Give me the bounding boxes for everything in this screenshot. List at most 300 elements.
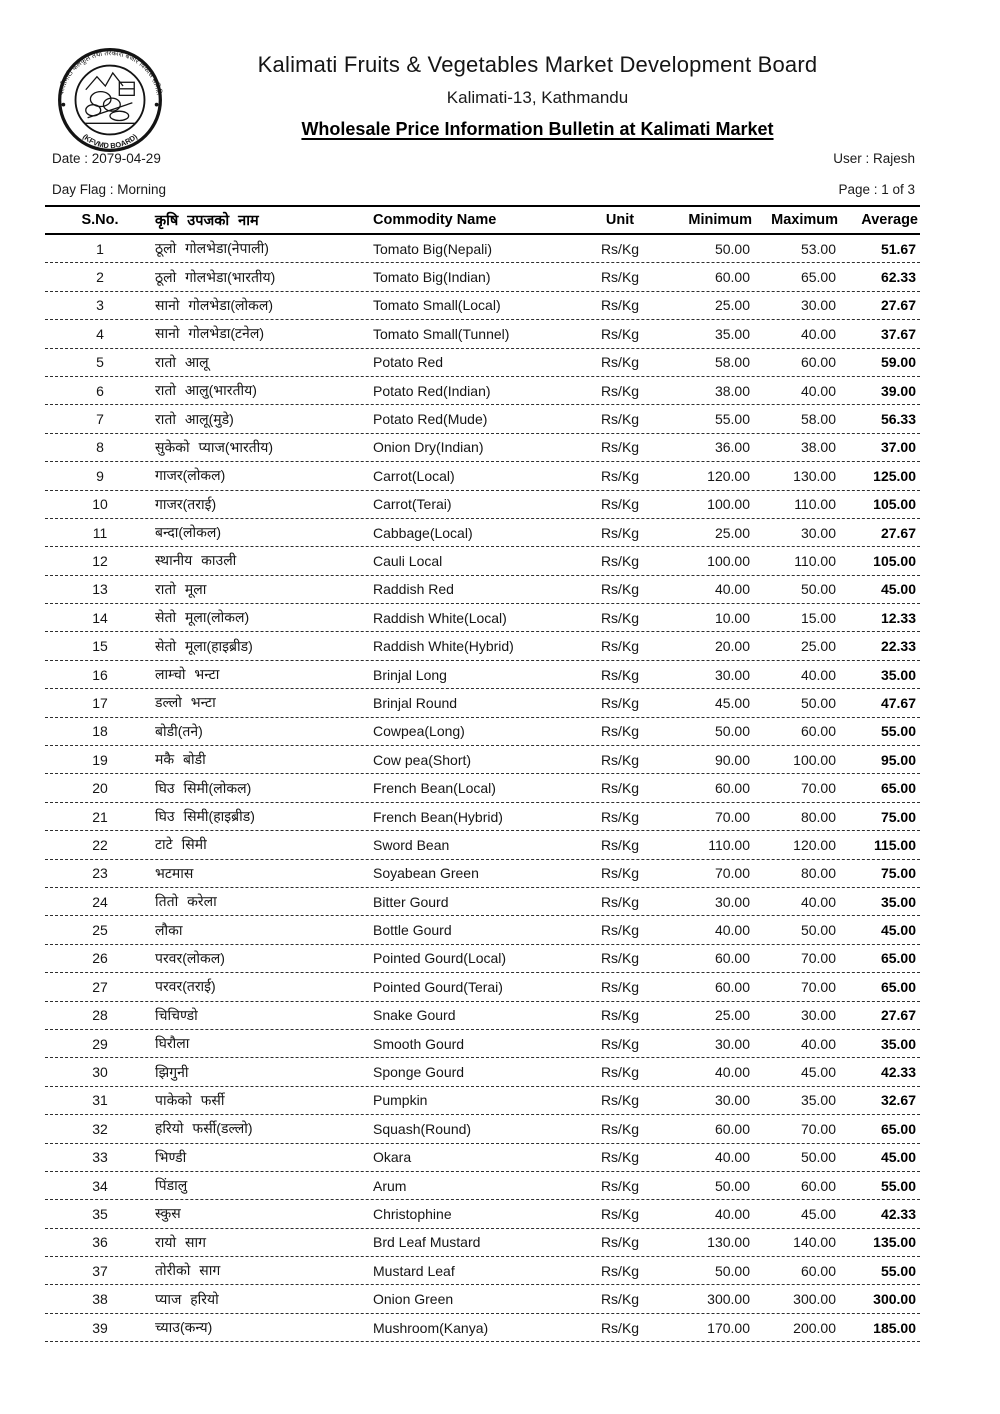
minimum-price-cell: 60.00	[714, 978, 750, 995]
average-price-cell: 105.00	[873, 552, 916, 569]
maximum-price-cell: 120.00	[793, 836, 836, 853]
average-price-cell: 35.00	[880, 893, 916, 910]
nepali-name-cell: रातो आलू(मुडे)	[155, 410, 234, 427]
maximum-price-cell: 30.00	[800, 1007, 836, 1024]
minimum-price-cell: 40.00	[714, 1205, 750, 1222]
minimum-price-cell: 70.00	[714, 865, 750, 882]
column-header-minimum: Minimum	[688, 212, 752, 228]
nepali-name-cell: गाजर(लोकल)	[155, 467, 226, 484]
sn-cell: 17	[92, 694, 108, 711]
table-row	[45, 916, 920, 944]
maximum-price-cell: 40.00	[800, 1035, 836, 1052]
nepali-name-cell: हरियो फर्सी(डल्लो)	[155, 1120, 253, 1137]
column-header-average: Average	[861, 212, 918, 228]
minimum-price-cell: 100.00	[707, 552, 750, 569]
average-price-cell: 65.00	[880, 978, 916, 995]
table-row	[45, 405, 920, 433]
bulletin-title: Wholesale Price Information Bulletin at Kalimati Market	[301, 119, 774, 139]
meta-row-1	[52, 151, 915, 166]
maximum-price-cell: 50.00	[800, 694, 836, 711]
average-price-cell: 27.67	[880, 297, 916, 314]
maximum-price-cell: 70.00	[800, 978, 836, 995]
maximum-price-cell: 38.00	[800, 439, 836, 456]
commodity-name-cell: Bottle Gourd	[373, 922, 452, 939]
table-row	[45, 1115, 920, 1143]
minimum-price-cell: 120.00	[707, 467, 750, 484]
average-price-cell: 125.00	[873, 467, 916, 484]
column-header-unit: Unit	[605, 212, 635, 228]
sn-cell: 25	[92, 922, 108, 939]
nepali-name-cell: टाटे सिमी	[155, 836, 207, 853]
commodity-name-cell: Potato Red(Mude)	[373, 411, 488, 428]
commodity-name-cell: Bitter Gourd	[373, 893, 449, 910]
column-header-sn: S.No.	[81, 212, 119, 228]
sn-cell: 12	[92, 552, 108, 569]
unit-cell: Rs/Kg	[600, 865, 640, 882]
nepali-name-cell: तोरीको साग	[155, 1262, 221, 1279]
sn-cell: 6	[96, 382, 104, 399]
maximum-price-cell: 65.00	[800, 269, 836, 286]
sn-cell: 2	[96, 269, 104, 286]
nepali-name-cell: घिउ सिमी(हाइब्रीड)	[155, 808, 255, 824]
minimum-price-cell: 50.00	[714, 723, 750, 740]
sn-cell: 28	[92, 1007, 108, 1024]
maximum-price-cell: 110.00	[794, 552, 836, 569]
commodity-name-cell: Cow pea(Short)	[373, 751, 472, 768]
minimum-price-cell: 70.00	[714, 808, 750, 825]
commodity-name-cell: Raddish White(Hybrid)	[373, 638, 514, 655]
minimum-price-cell: 100.00	[707, 496, 750, 513]
unit-cell: Rs/Kg	[600, 1262, 640, 1279]
average-price-cell: 62.33	[880, 269, 916, 286]
maximum-price-cell: 50.00	[800, 581, 836, 598]
commodity-name-cell: Squash(Round)	[373, 1120, 472, 1137]
average-price-cell: 42.33	[880, 1205, 916, 1222]
maximum-price-cell: 60.00	[800, 1177, 836, 1194]
table-row	[45, 689, 920, 717]
nepali-name-cell: रातो आलु(भारतीय)	[155, 382, 257, 399]
commodity-name-cell: Tomato Small(Tunnel)	[373, 325, 510, 342]
table-header-row	[45, 205, 920, 235]
maximum-price-cell: 70.00	[800, 780, 836, 797]
table-row	[45, 519, 920, 547]
nepali-name-cell: बोडी(तने)	[155, 722, 203, 739]
table-row	[45, 491, 920, 519]
sn-cell: 31	[92, 1092, 108, 1109]
svg-text:कालीमाटी फलफूल तथा तरकारी बजार: कालीमाटी फलफूल तथा तरकारी बजार विकास समिति	[58, 50, 162, 96]
unit-cell: Rs/Kg	[600, 439, 640, 456]
unit-cell: Rs/Kg	[600, 609, 640, 626]
minimum-price-cell: 60.00	[714, 950, 750, 967]
table-row	[45, 547, 920, 575]
column-header-maximum: Maximum	[771, 212, 838, 228]
maximum-price-cell: 80.00	[800, 865, 836, 882]
average-price-cell: 59.00	[880, 354, 916, 371]
table-row	[45, 831, 920, 859]
sn-cell: 16	[92, 666, 108, 683]
sn-cell: 29	[92, 1035, 108, 1052]
minimum-price-cell: 40.00	[714, 922, 750, 939]
unit-cell: Rs/Kg	[600, 978, 640, 995]
table-row	[45, 292, 920, 320]
sn-cell: 33	[92, 1149, 108, 1166]
table-row	[45, 1314, 920, 1342]
maximum-price-cell: 110.00	[794, 496, 836, 513]
nepali-name-cell: ठूलो गोलभेडा(भारतीय)	[155, 268, 276, 285]
commodity-name-cell: Christophine	[373, 1205, 452, 1222]
sn-cell: 10	[92, 496, 108, 513]
sn-cell: 7	[96, 411, 104, 428]
unit-cell: Rs/Kg	[600, 1064, 640, 1081]
average-price-cell: 135.00	[873, 1234, 916, 1251]
nepali-name-cell: पाकेको फर्सी	[155, 1091, 225, 1108]
unit-cell: Rs/Kg	[600, 581, 640, 598]
commodity-name-cell: Brinjal Long	[373, 666, 447, 683]
nepali-name-cell: भिण्डी	[155, 1148, 187, 1165]
nepali-name-cell: परवर(लोकल)	[155, 949, 225, 966]
table-row	[45, 1144, 920, 1172]
table-row	[45, 320, 920, 348]
average-price-cell: 55.00	[880, 1262, 916, 1279]
sn-cell: 13	[92, 581, 108, 598]
unit-cell: Rs/Kg	[600, 1291, 640, 1308]
nepali-name-cell: घिउ सिमी(लोकल)	[155, 779, 252, 796]
maximum-price-cell: 40.00	[800, 666, 836, 683]
nepali-name-cell: सुकेको प्याज(भारतीय)	[155, 438, 274, 455]
nepali-name-cell: सेतो मूला(हाइब्रीड)	[155, 637, 253, 654]
nepali-name-cell: झिगुनी	[155, 1063, 189, 1080]
nepali-name-cell: मकै बोडी	[155, 751, 206, 768]
maximum-price-cell: 50.00	[800, 1149, 836, 1166]
table-row	[45, 1229, 920, 1257]
user-text: User : Rajesh	[833, 151, 915, 166]
maximum-price-cell: 15.00	[800, 609, 836, 626]
nepali-name-cell: परवर(तराई)	[155, 978, 216, 995]
unit-cell: Rs/Kg	[600, 240, 640, 257]
table-row	[45, 1087, 920, 1115]
minimum-price-cell: 40.00	[714, 581, 750, 598]
unit-cell: Rs/Kg	[600, 751, 640, 768]
commodity-name-cell: Sword Bean	[373, 836, 450, 853]
column-header-commodity: Commodity Name	[373, 212, 497, 228]
commodity-name-cell: Smooth Gourd	[373, 1035, 465, 1052]
maximum-price-cell: 35.00	[800, 1092, 836, 1109]
unit-cell: Rs/Kg	[600, 1149, 640, 1166]
minimum-price-cell: 38.00	[714, 382, 750, 399]
sn-cell: 37	[92, 1262, 108, 1279]
maximum-price-cell: 30.00	[800, 524, 836, 541]
minimum-price-cell: 30.00	[714, 1092, 750, 1109]
sn-cell: 23	[92, 865, 108, 882]
minimum-price-cell: 50.00	[714, 1177, 750, 1194]
minimum-price-cell: 25.00	[714, 297, 750, 314]
maximum-price-cell: 140.00	[793, 1234, 836, 1251]
nepali-name-cell: रायो साग	[155, 1233, 206, 1250]
unit-cell: Rs/Kg	[600, 1092, 640, 1109]
nepali-name-cell: डल्लो भन्टा	[155, 694, 216, 711]
nepali-name-cell: भटमास	[155, 864, 194, 881]
table-row	[45, 349, 920, 377]
table-row	[45, 1002, 920, 1030]
table-row	[45, 774, 920, 802]
average-price-cell: 37.67	[880, 325, 916, 342]
average-price-cell: 12.33	[880, 609, 916, 626]
average-price-cell: 65.00	[880, 1120, 916, 1137]
maximum-price-cell: 130.00	[793, 467, 836, 484]
minimum-price-cell: 110.00	[708, 836, 750, 853]
unit-cell: Rs/Kg	[600, 780, 640, 797]
maximum-price-cell: 60.00	[800, 1262, 836, 1279]
minimum-price-cell: 170.00	[707, 1319, 750, 1336]
average-price-cell: 42.33	[880, 1064, 916, 1081]
sn-cell: 9	[96, 467, 104, 484]
sn-cell: 34	[92, 1177, 108, 1194]
commodity-name-cell: French Bean(Local)	[373, 780, 496, 797]
commodity-name-cell: Raddish White(Local)	[373, 609, 507, 626]
commodity-name-cell: Cauli Local	[373, 552, 443, 569]
nepali-name-cell: स्कुस	[155, 1205, 181, 1222]
unit-cell: Rs/Kg	[600, 922, 640, 939]
nepali-name-cell: रातो मूला	[155, 580, 207, 597]
table-row	[45, 1030, 920, 1058]
minimum-price-cell: 50.00	[714, 1262, 750, 1279]
unit-cell: Rs/Kg	[600, 836, 640, 853]
minimum-price-cell: 36.00	[714, 439, 750, 456]
sn-cell: 35	[92, 1205, 108, 1222]
unit-cell: Rs/Kg	[600, 552, 640, 569]
average-price-cell: 37.00	[880, 439, 916, 456]
average-price-cell: 35.00	[880, 666, 916, 683]
maximum-price-cell: 25.00	[800, 638, 836, 655]
unit-cell: Rs/Kg	[600, 1035, 640, 1052]
table-row	[45, 434, 920, 462]
nepali-name-cell: सेतो मूला(लोकल)	[155, 609, 250, 626]
organization-address: Kalimati-13, Kathmandu	[446, 88, 629, 107]
sn-cell: 36	[92, 1234, 108, 1251]
commodity-name-cell: Arum	[373, 1177, 407, 1194]
table-row	[45, 1172, 920, 1200]
commodity-name-cell: Soyabean Green	[373, 865, 479, 882]
minimum-price-cell: 45.00	[714, 694, 750, 711]
minimum-price-cell: 90.00	[714, 751, 750, 768]
unit-cell: Rs/Kg	[600, 496, 640, 513]
sn-cell: 39	[92, 1319, 108, 1336]
average-price-cell: 45.00	[880, 581, 916, 598]
nepali-name-cell: च्याउ(कन्य)	[155, 1319, 213, 1336]
average-price-cell: 56.33	[880, 411, 916, 428]
maximum-price-cell: 53.00	[800, 240, 836, 257]
page-number-text: Page : 1 of 3	[838, 182, 915, 197]
minimum-price-cell: 300.00	[707, 1291, 750, 1308]
average-price-cell: 115.00	[873, 836, 916, 853]
average-price-cell: 65.00	[880, 780, 916, 797]
nepali-name-cell: घिरौला	[155, 1035, 190, 1052]
commodity-name-cell: Raddish Red	[373, 581, 454, 598]
sn-cell: 15	[92, 638, 108, 655]
table-row	[45, 973, 920, 1001]
table-row	[45, 462, 920, 490]
maximum-price-cell: 70.00	[800, 950, 836, 967]
minimum-price-cell: 25.00	[714, 524, 750, 541]
maximum-price-cell: 30.00	[800, 297, 836, 314]
commodity-name-cell: Mustard Leaf	[373, 1262, 455, 1279]
commodity-name-cell: Cabbage(Local)	[373, 524, 473, 541]
nepali-name-cell: तितो करेला	[155, 893, 217, 910]
sn-cell: 24	[92, 893, 108, 910]
table-row	[45, 718, 920, 746]
sn-cell: 38	[92, 1291, 108, 1308]
minimum-price-cell: 35.00	[714, 325, 750, 342]
minimum-price-cell: 55.00	[714, 411, 750, 428]
average-price-cell: 95.00	[880, 751, 916, 768]
maximum-price-cell: 45.00	[800, 1064, 836, 1081]
minimum-price-cell: 20.00	[714, 638, 750, 655]
average-price-cell: 27.67	[880, 524, 916, 541]
table-row	[45, 263, 920, 291]
average-price-cell: 75.00	[880, 808, 916, 825]
commodity-name-cell: Cowpea(Long)	[373, 723, 465, 740]
sn-cell: 1	[96, 240, 104, 257]
commodity-name-cell: Snake Gourd	[373, 1007, 456, 1024]
organization-name: Kalimati Fruits & Vegetables Market Development Board	[257, 52, 818, 77]
commodity-name-cell: Tomato Big(Indian)	[373, 269, 491, 286]
maximum-price-cell: 60.00	[800, 354, 836, 371]
minimum-price-cell: 58.00	[714, 354, 750, 371]
maximum-price-cell: 40.00	[800, 382, 836, 399]
table-row	[45, 803, 920, 831]
table-row	[45, 632, 920, 660]
maximum-price-cell: 40.00	[800, 893, 836, 910]
sn-cell: 11	[92, 524, 108, 541]
commodity-name-cell: Tomato Small(Local)	[373, 297, 501, 314]
table-row	[45, 661, 920, 689]
maximum-price-cell: 60.00	[800, 723, 836, 740]
commodity-name-cell: Pumpkin	[373, 1092, 428, 1109]
day-flag-text: Day Flag : Morning	[52, 182, 167, 197]
maximum-price-cell: 58.00	[800, 411, 836, 428]
average-price-cell: 185.00	[873, 1319, 916, 1336]
sn-cell: 27	[92, 978, 108, 995]
table-row	[45, 746, 920, 774]
commodity-name-cell: Carrot(Local)	[373, 467, 455, 484]
commodity-name-cell: French Bean(Hybrid)	[373, 808, 503, 825]
unit-cell: Rs/Kg	[600, 1319, 640, 1336]
price-table	[45, 205, 920, 1342]
unit-cell: Rs/Kg	[600, 382, 640, 399]
nepali-name-cell: लाम्चो भन्टा	[155, 666, 220, 683]
sn-cell: 5	[96, 354, 104, 371]
sn-cell: 8	[96, 439, 104, 456]
maximum-price-cell: 300.00	[793, 1291, 836, 1308]
minimum-price-cell: 30.00	[714, 666, 750, 683]
minimum-price-cell: 40.00	[714, 1064, 750, 1081]
svg-text:(KFVMD BOARD): (KFVMD BOARD)	[80, 132, 140, 151]
average-price-cell: 75.00	[880, 865, 916, 882]
table-row	[45, 604, 920, 632]
unit-cell: Rs/Kg	[600, 297, 640, 314]
table-row	[45, 1058, 920, 1086]
commodity-name-cell: Onion Green	[373, 1291, 454, 1308]
table-body	[45, 235, 920, 1342]
nepali-name-cell: चिचिण्डो	[155, 1006, 198, 1023]
table-row	[45, 576, 920, 604]
nepali-name-cell: लौका	[155, 921, 183, 938]
unit-cell: Rs/Kg	[600, 893, 640, 910]
minimum-price-cell: 30.00	[714, 1035, 750, 1052]
nepali-name-cell: पिंडालु	[155, 1177, 188, 1194]
minimum-price-cell: 50.00	[714, 240, 750, 257]
average-price-cell: 39.00	[880, 382, 916, 399]
sn-cell: 21	[92, 808, 108, 825]
nepali-name-cell: सानो गोलभेडा(टनेल)	[155, 325, 264, 342]
average-price-cell: 45.00	[880, 922, 916, 939]
commodity-name-cell: Brd Leaf Mustard	[373, 1234, 481, 1251]
commodity-name-cell: Potato Red(Indian)	[373, 382, 491, 399]
nepali-name-cell: स्थानीय काउली	[155, 552, 237, 569]
nepali-name-cell: सानो गोलभेडा(लोकल)	[155, 296, 274, 313]
nepali-name-cell: रातो आलू	[155, 353, 209, 370]
nepali-name-cell: प्याज हरियो	[155, 1290, 219, 1307]
average-price-cell: 55.00	[880, 723, 916, 740]
sn-cell: 22	[92, 836, 108, 853]
maximum-price-cell: 50.00	[800, 922, 836, 939]
unit-cell: Rs/Kg	[600, 638, 640, 655]
average-price-cell: 300.00	[873, 1291, 916, 1308]
commodity-name-cell: Brinjal Round	[373, 694, 458, 711]
unit-cell: Rs/Kg	[600, 269, 640, 286]
unit-cell: Rs/Kg	[600, 524, 640, 541]
commodity-name-cell: Mushroom(Kanya)	[373, 1319, 489, 1336]
nepali-name-cell: ठूलो गोलभेडा(नेपाली)	[155, 240, 269, 257]
sn-cell: 14	[92, 609, 108, 626]
table-row	[45, 888, 920, 916]
commodity-name-cell: Okara	[373, 1149, 412, 1166]
minimum-price-cell: 60.00	[714, 780, 750, 797]
maximum-price-cell: 45.00	[800, 1205, 836, 1222]
unit-cell: Rs/Kg	[600, 808, 640, 825]
nepali-name-cell: गाजर(तराई)	[155, 495, 217, 512]
commodity-name-cell: Potato Red	[373, 354, 444, 371]
unit-cell: Rs/Kg	[600, 666, 640, 683]
sn-cell: 32	[92, 1120, 108, 1137]
sn-cell: 30	[92, 1064, 108, 1081]
unit-cell: Rs/Kg	[600, 411, 640, 428]
nepali-name-cell: बन्दा(लोकल)	[155, 524, 222, 541]
commodity-name-cell: Pointed Gourd(Local)	[373, 950, 507, 967]
commodity-name-cell: Sponge Gourd	[373, 1064, 465, 1081]
meta-row-2	[52, 182, 915, 197]
minimum-price-cell: 130.00	[707, 1234, 750, 1251]
minimum-price-cell: 30.00	[714, 893, 750, 910]
minimum-price-cell: 40.00	[714, 1149, 750, 1166]
average-price-cell: 105.00	[873, 496, 916, 513]
sn-cell: 18	[92, 723, 108, 740]
table-row	[45, 235, 920, 263]
unit-cell: Rs/Kg	[600, 1007, 640, 1024]
unit-cell: Rs/Kg	[600, 1177, 640, 1194]
sn-cell: 26	[92, 950, 108, 967]
average-price-cell: 65.00	[880, 950, 916, 967]
maximum-price-cell: 100.00	[793, 751, 836, 768]
unit-cell: Rs/Kg	[600, 950, 640, 967]
commodity-name-cell: Tomato Big(Nepali)	[373, 240, 493, 257]
average-price-cell: 55.00	[880, 1177, 916, 1194]
unit-cell: Rs/Kg	[600, 1234, 640, 1251]
unit-cell: Rs/Kg	[600, 694, 640, 711]
unit-cell: Rs/Kg	[600, 723, 640, 740]
unit-cell: Rs/Kg	[600, 1205, 640, 1222]
sn-cell: 4	[96, 325, 104, 342]
